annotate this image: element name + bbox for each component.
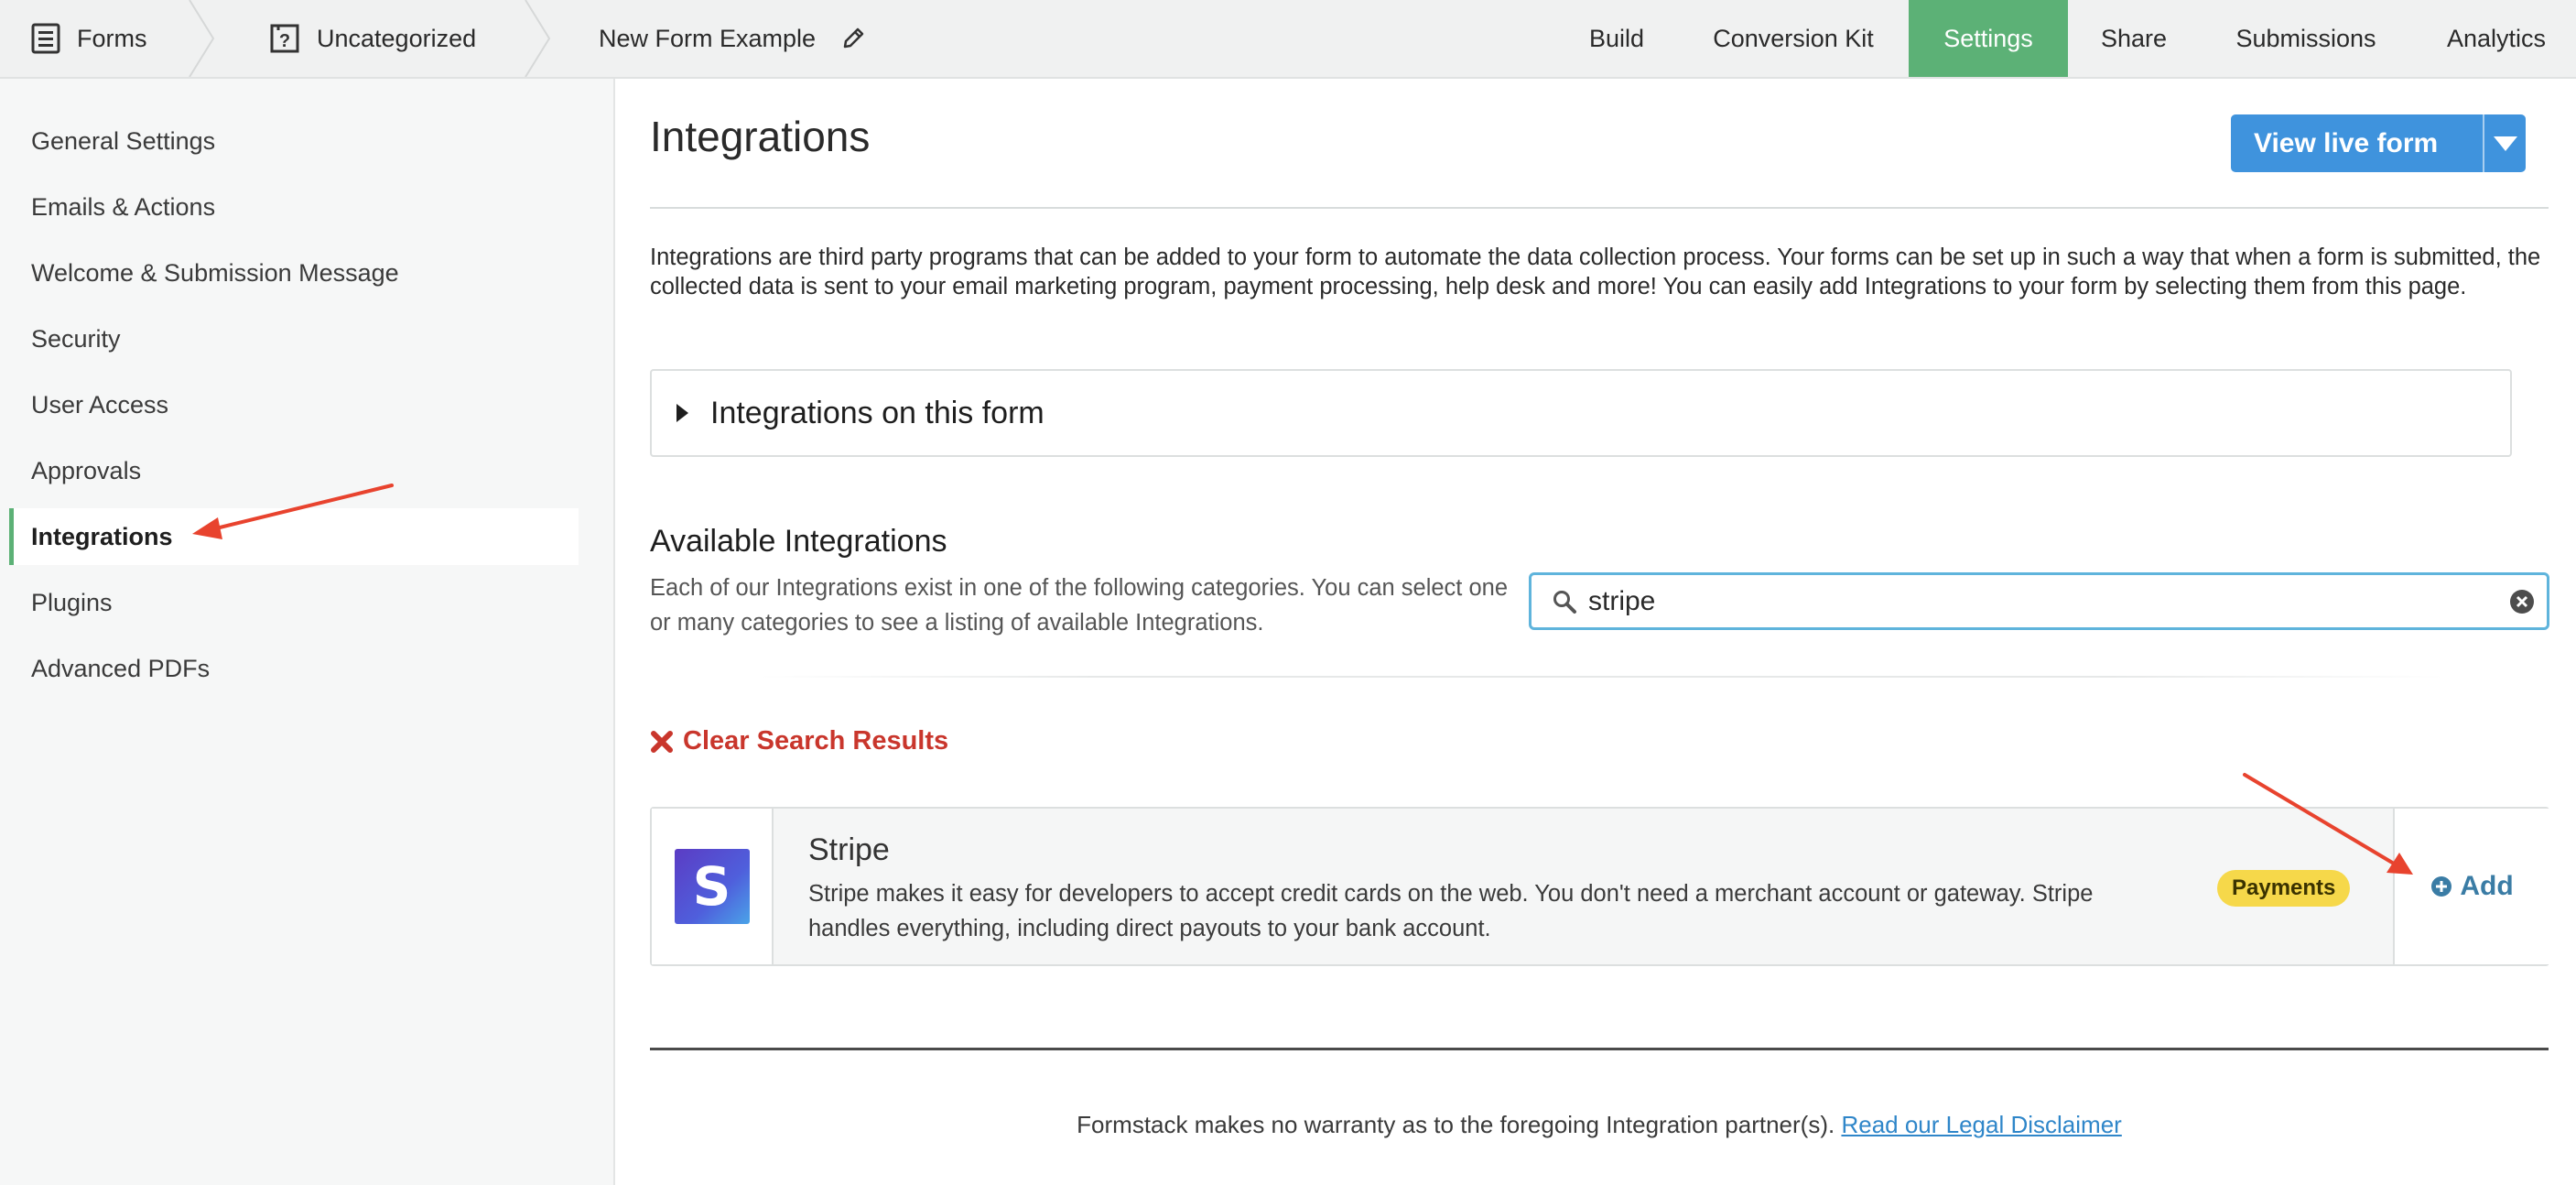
clear-search-results-label: Clear Search Results [683,726,949,756]
search-input[interactable] [1586,585,2469,618]
tab-build[interactable]: Build [1588,24,1645,52]
integration-result-card [650,807,2549,966]
category-badge: Payments [2217,870,2350,907]
sidebar-item-user-access[interactable]: User Access [31,390,169,419]
sidebar-item-integrations[interactable]: Integrations [9,508,579,565]
sidebar-item-general-settings[interactable]: General Settings [31,126,216,155]
integrations-on-form-title: Integrations on this form [710,395,1044,430]
question-folder-icon [269,23,300,54]
breadcrumb-separator [188,0,217,77]
view-live-form-label: View live form [2254,127,2439,158]
breadcrumb-form-name[interactable] [599,0,865,77]
clear-search-results-link[interactable] [650,726,948,756]
add-integration-cell [2393,809,2549,964]
section-divider [760,676,2444,678]
tab-analytics[interactable]: Analytics [2446,24,2547,52]
breadcrumb-separator [524,0,553,77]
expand-triangle-icon [676,404,688,422]
integration-search[interactable] [1529,572,2549,630]
clear-search-icon[interactable] [2508,588,2536,615]
integration-description: Stripe makes it easy for developers to accept credit cards on the web. You don't need a merchant account or gateway. Stripe handles everything, including direct payouts to your bank account. [808,881,2094,941]
integrations-on-form-toggle[interactable] [650,369,2512,457]
form-name-label: New Form Example [599,24,817,52]
svg-text:?: ? [278,31,291,51]
available-integrations-title: Available Integrations [650,524,947,559]
footer-divider [650,1048,2549,1050]
view-live-form-button[interactable] [2231,114,2526,172]
sidebar-item-advanced-pdfs[interactable]: Advanced PDFs [31,654,211,682]
sidebar-item-security[interactable]: Security [31,324,121,353]
add-label: Add [2460,871,2514,901]
tab-conversion-kit[interactable]: Conversion Kit [1713,24,1874,52]
tab-settings[interactable]: Settings [1909,0,2068,77]
form-list-icon [31,23,60,54]
add-integration-button[interactable] [2430,871,2513,902]
title-divider [650,207,2549,209]
breadcrumb-uncategorized[interactable] [269,0,476,77]
pencil-icon[interactable] [841,27,865,50]
breadcrumb-forms[interactable] [31,0,147,77]
page-title: Integrations [650,113,871,160]
sidebar-item-approvals[interactable]: Approvals [31,456,142,484]
stripe-logo-cell [652,809,774,964]
sidebar-item-plugins[interactable]: Plugins [31,588,113,616]
disclaimer-text: Formstack makes no warranty as to the foregoing Integration partner(s). [1077,1111,1835,1138]
sidebar-item-emails-actions[interactable]: Emails & Actions [31,192,216,221]
top-bar [0,0,2576,79]
available-integrations-desc: Each of our Integrations exist in one of the following categories. You can select one or many categories to see a listing of available Integrations. [650,575,1509,636]
integration-name: Stripe [808,832,890,867]
tab-share[interactable]: Share [2100,24,2168,52]
breadcrumb-forms-label: Forms [77,24,147,52]
settings-sidebar [0,79,615,1185]
stripe-logo-icon: S [675,849,750,924]
sidebar-item-welcome-submission-message[interactable]: Welcome & Submission Message [31,258,399,287]
plus-circle-icon [2430,875,2452,897]
intro-text: Integrations are third party programs that can be added to your form to automate the data collection process. Your forms can be set up in such a way that when a form is submitted, the collected data is sent to your email marketing program, payment processing, help desk and more! You can easily add Integrations to your form by selecting them from this page. [650,245,2541,299]
tab-submissions[interactable]: Submissions [2235,24,2376,52]
close-icon [650,730,674,754]
dropdown-caret-icon[interactable] [2484,136,2526,151]
legal-disclaimer-link[interactable]: Read our Legal Disclaimer [1841,1111,2122,1138]
breadcrumb-uncategorized-label: Uncategorized [317,24,477,52]
search-icon [1552,589,1577,614]
disclaimer [650,1111,2549,1139]
